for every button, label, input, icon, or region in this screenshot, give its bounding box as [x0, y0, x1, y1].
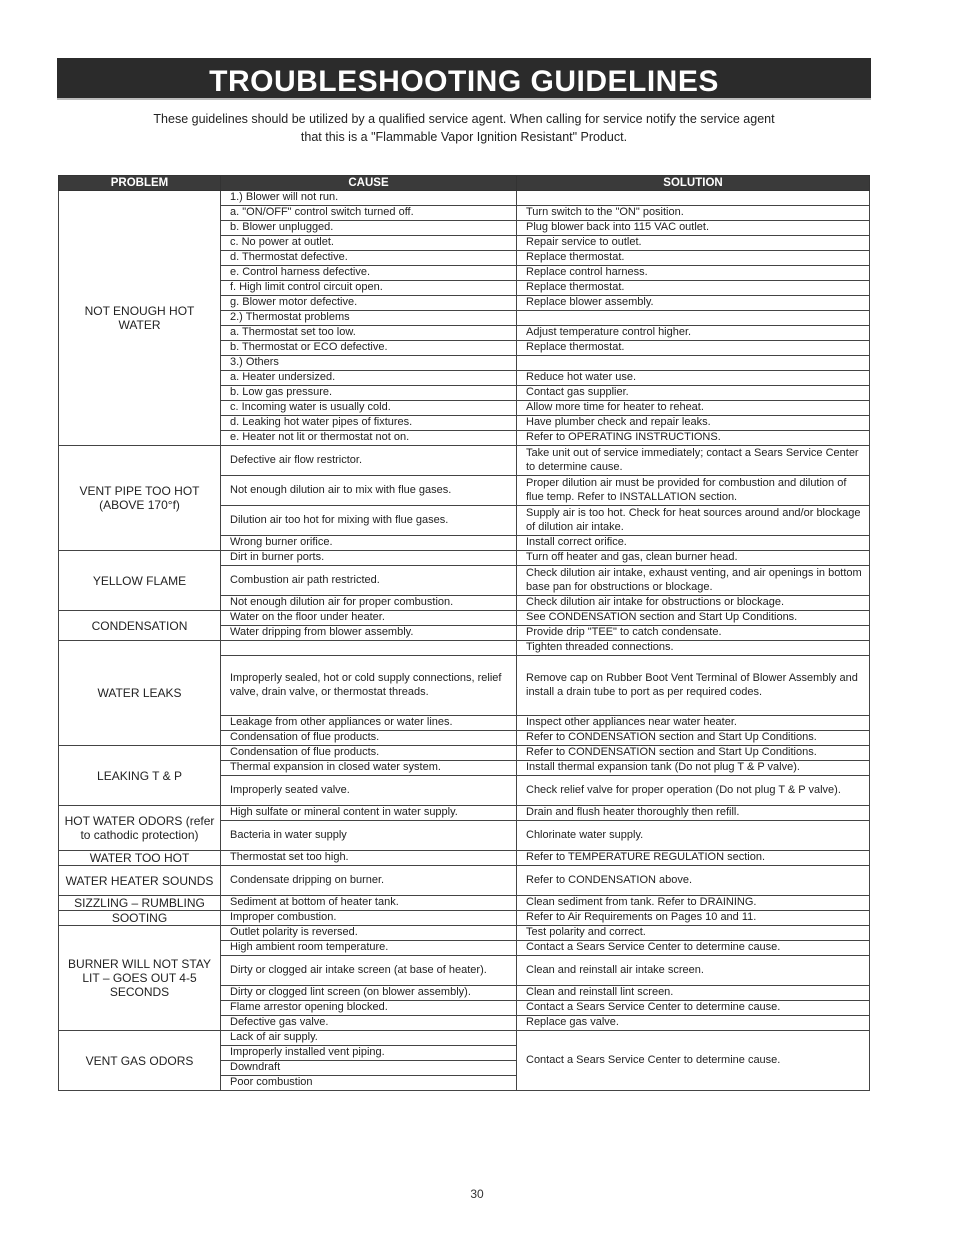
- cause-cell: e. Heater not lit or thermostat not on.: [221, 431, 517, 446]
- solution-cell: Check relief valve for proper operation (Do not plug T & P valve).: [517, 776, 870, 806]
- header-solution: SOLUTION: [517, 176, 870, 191]
- cause-cell: c. Incoming water is usually cold.: [221, 401, 517, 416]
- cause-cell: a. Thermostat set too low.: [221, 326, 517, 341]
- solution-cell: Replace gas valve.: [517, 1016, 870, 1031]
- solution-cell: Clean and reinstall air intake screen.: [517, 956, 870, 986]
- solution-cell: Allow more time for heater to reheat.: [517, 401, 870, 416]
- cause-cell: b. Blower unplugged.: [221, 221, 517, 236]
- solution-cell: Turn switch to the "ON" position.: [517, 206, 870, 221]
- intro-text: [80, 110, 848, 146]
- problem-cell: WATER LEAKS: [59, 641, 221, 746]
- cause-cell: [221, 641, 517, 656]
- problem-cell: LEAKING T & P: [59, 746, 221, 806]
- solution-cell: Contact a Sears Service Center to determine cause.: [517, 1001, 870, 1016]
- table-row: [59, 191, 870, 206]
- solution-cell: Replace blower assembly.: [517, 296, 870, 311]
- page-number: 30: [470, 1187, 484, 1201]
- solution-cell: Repair service to outlet.: [517, 236, 870, 251]
- solution-cell: Reduce hot water use.: [517, 371, 870, 386]
- table-row: [59, 806, 870, 821]
- cause-cell: a. Heater undersized.: [221, 371, 517, 386]
- cause-cell: Dilution air too hot for mixing with flue gases.: [221, 506, 517, 536]
- cause-cell: Condensation of flue products.: [221, 731, 517, 746]
- cause-cell: g. Blower motor defective.: [221, 296, 517, 311]
- solution-cell: Plug blower back into 115 VAC outlet.: [517, 221, 870, 236]
- problem-cell: YELLOW FLAME: [59, 551, 221, 611]
- cause-cell: 2.) Thermostat problems: [221, 311, 517, 326]
- solution-cell: Refer to CONDENSATION section and Start Up Conditions.: [517, 731, 870, 746]
- solution-cell: Have plumber check and repair leaks.: [517, 416, 870, 431]
- cause-cell: Combustion air path restricted.: [221, 566, 517, 596]
- cause-cell: Improper combustion.: [221, 911, 517, 926]
- troubleshooting-table: [58, 175, 870, 1091]
- cause-cell: Improperly sealed, hot or cold supply connections, relief valve, drain valve, or thermostat threads.: [221, 656, 517, 716]
- table-row: [59, 911, 870, 926]
- cause-cell: b. Low gas pressure.: [221, 386, 517, 401]
- cause-cell: b. Thermostat or ECO defective.: [221, 341, 517, 356]
- solution-cell: Clean sediment from tank. Refer to DRAINING.: [517, 896, 870, 911]
- solution-cell: Install correct orifice.: [517, 536, 870, 551]
- table-row: [59, 896, 870, 911]
- cause-cell: High sulfate or mineral content in water supply.: [221, 806, 517, 821]
- solution-cell: Contact gas supplier.: [517, 386, 870, 401]
- problem-cell: NOT ENOUGH HOT WATER: [59, 191, 221, 446]
- solution-cell: Refer to OPERATING INSTRUCTIONS.: [517, 431, 870, 446]
- solution-cell: Replace thermostat.: [517, 281, 870, 296]
- solution-cell: Drain and flush heater thoroughly then refill.: [517, 806, 870, 821]
- intro-line-2: that this is a "Flammable Vapor Ignition Resistant" Product.: [300, 130, 628, 144]
- cause-cell: Condensate dripping on burner.: [221, 866, 517, 896]
- cause-cell: Defective gas valve.: [221, 1016, 517, 1031]
- problem-cell: HOT WATER ODORS (refer to cathodic protection): [59, 806, 221, 851]
- cause-cell: f. High limit control circuit open.: [221, 281, 517, 296]
- solution-cell: Refer to TEMPERATURE REGULATION section.: [517, 851, 870, 866]
- cause-cell: Water on the floor under heater.: [221, 611, 517, 626]
- cause-cell: Improperly installed vent piping.: [221, 1046, 517, 1061]
- solution-cell: Take unit out of service immediately; contact a Sears Service Center to determine cause.: [517, 446, 870, 476]
- solution-cell: Replace control harness.: [517, 266, 870, 281]
- page-title: TROUBLESHOOTING GUIDELINES: [209, 65, 719, 98]
- header-cause: CAUSE: [221, 176, 517, 191]
- solution-cell: Check dilution air intake for obstructions or blockage.: [517, 596, 870, 611]
- solution-cell: Inspect other appliances near water heater.: [517, 716, 870, 731]
- problem-cell: SIZZLING – RUMBLING: [59, 896, 221, 911]
- cause-cell: Wrong burner orifice.: [221, 536, 517, 551]
- cause-cell: Condensation of flue products.: [221, 746, 517, 761]
- solution-cell: Remove cap on Rubber Boot Vent Terminal of Blower Assembly and install a drain tube to port as per required codes.: [517, 656, 870, 716]
- cause-cell: Dirty or clogged lint screen (on blower assembly).: [221, 986, 517, 1001]
- cause-cell: Dirt in burner ports.: [221, 551, 517, 566]
- cause-cell: Bacteria in water supply: [221, 821, 517, 851]
- cause-cell: Defective air flow restrictor.: [221, 446, 517, 476]
- header-problem: PROBLEM: [59, 176, 221, 191]
- problem-cell: SOOTING: [59, 911, 221, 926]
- cause-cell: Water dripping from blower assembly.: [221, 626, 517, 641]
- table-row: [59, 866, 870, 896]
- cause-cell: Thermal expansion in closed water system.: [221, 761, 517, 776]
- problem-cell: BURNER WILL NOT STAY LIT – GOES OUT 4-5 SECONDS: [59, 926, 221, 1031]
- problem-cell: CONDENSATION: [59, 611, 221, 641]
- solution-cell: See CONDENSATION section and Start Up Conditions.: [517, 611, 870, 626]
- table-body: [59, 191, 870, 1091]
- solution-cell: [517, 311, 870, 326]
- solution-cell: Turn off heater and gas, clean burner head.: [517, 551, 870, 566]
- solution-cell: Clean and reinstall lint screen.: [517, 986, 870, 1001]
- solution-cell: [517, 191, 870, 206]
- table-row: [59, 851, 870, 866]
- problem-cell: WATER TOO HOT: [59, 851, 221, 866]
- cause-cell: Downdraft: [221, 1061, 517, 1076]
- cause-cell: Flame arrestor opening blocked.: [221, 1001, 517, 1016]
- problem-cell: VENT PIPE TOO HOT (ABOVE 170°f): [59, 446, 221, 551]
- table-row: [59, 446, 870, 476]
- solution-cell: Proper dilution air must be provided for combustion and dilution of flue temp. Refer to INSTALLATION section.: [517, 476, 870, 506]
- solution-cell: Supply air is too hot. Check for heat sources around and/or blockage of dilution air intake.: [517, 506, 870, 536]
- cause-cell: High ambient room temperature.: [221, 941, 517, 956]
- solution-cell: Refer to CONDENSATION above.: [517, 866, 870, 896]
- solution-cell: Refer to Air Requirements on Pages 10 and 11.: [517, 911, 870, 926]
- solution-cell: Tighten threaded connections.: [517, 641, 870, 656]
- table-row: [59, 1031, 870, 1046]
- table-row: [59, 746, 870, 761]
- solution-cell: Check dilution air intake, exhaust venting, and air openings in bottom base pan for obstructions or blockage.: [517, 566, 870, 596]
- cause-cell: d. Leaking hot water pipes of fixtures.: [221, 416, 517, 431]
- solution-cell: Adjust temperature control higher.: [517, 326, 870, 341]
- solution-cell: Replace thermostat.: [517, 251, 870, 266]
- cause-cell: Not enough dilution air for proper combustion.: [221, 596, 517, 611]
- cause-cell: Poor combustion: [221, 1076, 517, 1091]
- solution-cell: Replace thermostat.: [517, 341, 870, 356]
- solution-cell: Contact a Sears Service Center to determine cause.: [517, 941, 870, 956]
- cause-cell: Not enough dilution air to mix with flue gases.: [221, 476, 517, 506]
- cause-cell: Dirty or clogged air intake screen (at base of heater).: [221, 956, 517, 986]
- cause-cell: Leakage from other appliances or water lines.: [221, 716, 517, 731]
- cause-cell: 3.) Others: [221, 356, 517, 371]
- problem-cell: VENT GAS ODORS: [59, 1031, 221, 1091]
- solution-cell: Provide drip "TEE" to catch condensate.: [517, 626, 870, 641]
- cause-cell: c. No power at outlet.: [221, 236, 517, 251]
- cause-cell: Outlet polarity is reversed.: [221, 926, 517, 941]
- cause-cell: Sediment at bottom of heater tank.: [221, 896, 517, 911]
- table-header-row: [59, 176, 870, 191]
- cause-cell: 1.) Blower will not run.: [221, 191, 517, 206]
- cause-cell: Improperly seated valve.: [221, 776, 517, 806]
- table-row: [59, 551, 870, 566]
- solution-cell: Contact a Sears Service Center to determine cause.: [517, 1031, 870, 1091]
- cause-cell: d. Thermostat defective.: [221, 251, 517, 266]
- solution-cell: Install thermal expansion tank (Do not plug T & P valve).: [517, 761, 870, 776]
- solution-cell: Chlorinate water supply.: [517, 821, 870, 851]
- cause-cell: e. Control harness defective.: [221, 266, 517, 281]
- table-row: [59, 926, 870, 941]
- solution-cell: Refer to CONDENSATION section and Start Up Conditions.: [517, 746, 870, 761]
- table-row: [59, 611, 870, 626]
- cause-cell: Thermostat set too high.: [221, 851, 517, 866]
- table-row: [59, 641, 870, 656]
- solution-cell: Test polarity and correct.: [517, 926, 870, 941]
- cause-cell: Lack of air supply.: [221, 1031, 517, 1046]
- solution-cell: [517, 356, 870, 371]
- title-banner: [57, 58, 871, 100]
- problem-cell: WATER HEATER SOUNDS: [59, 866, 221, 896]
- cause-cell: a. "ON/OFF" control switch turned off.: [221, 206, 517, 221]
- intro-line-1: These guidelines should be utilized by a qualified service agent. When calling for service notify the service agent: [153, 112, 775, 126]
